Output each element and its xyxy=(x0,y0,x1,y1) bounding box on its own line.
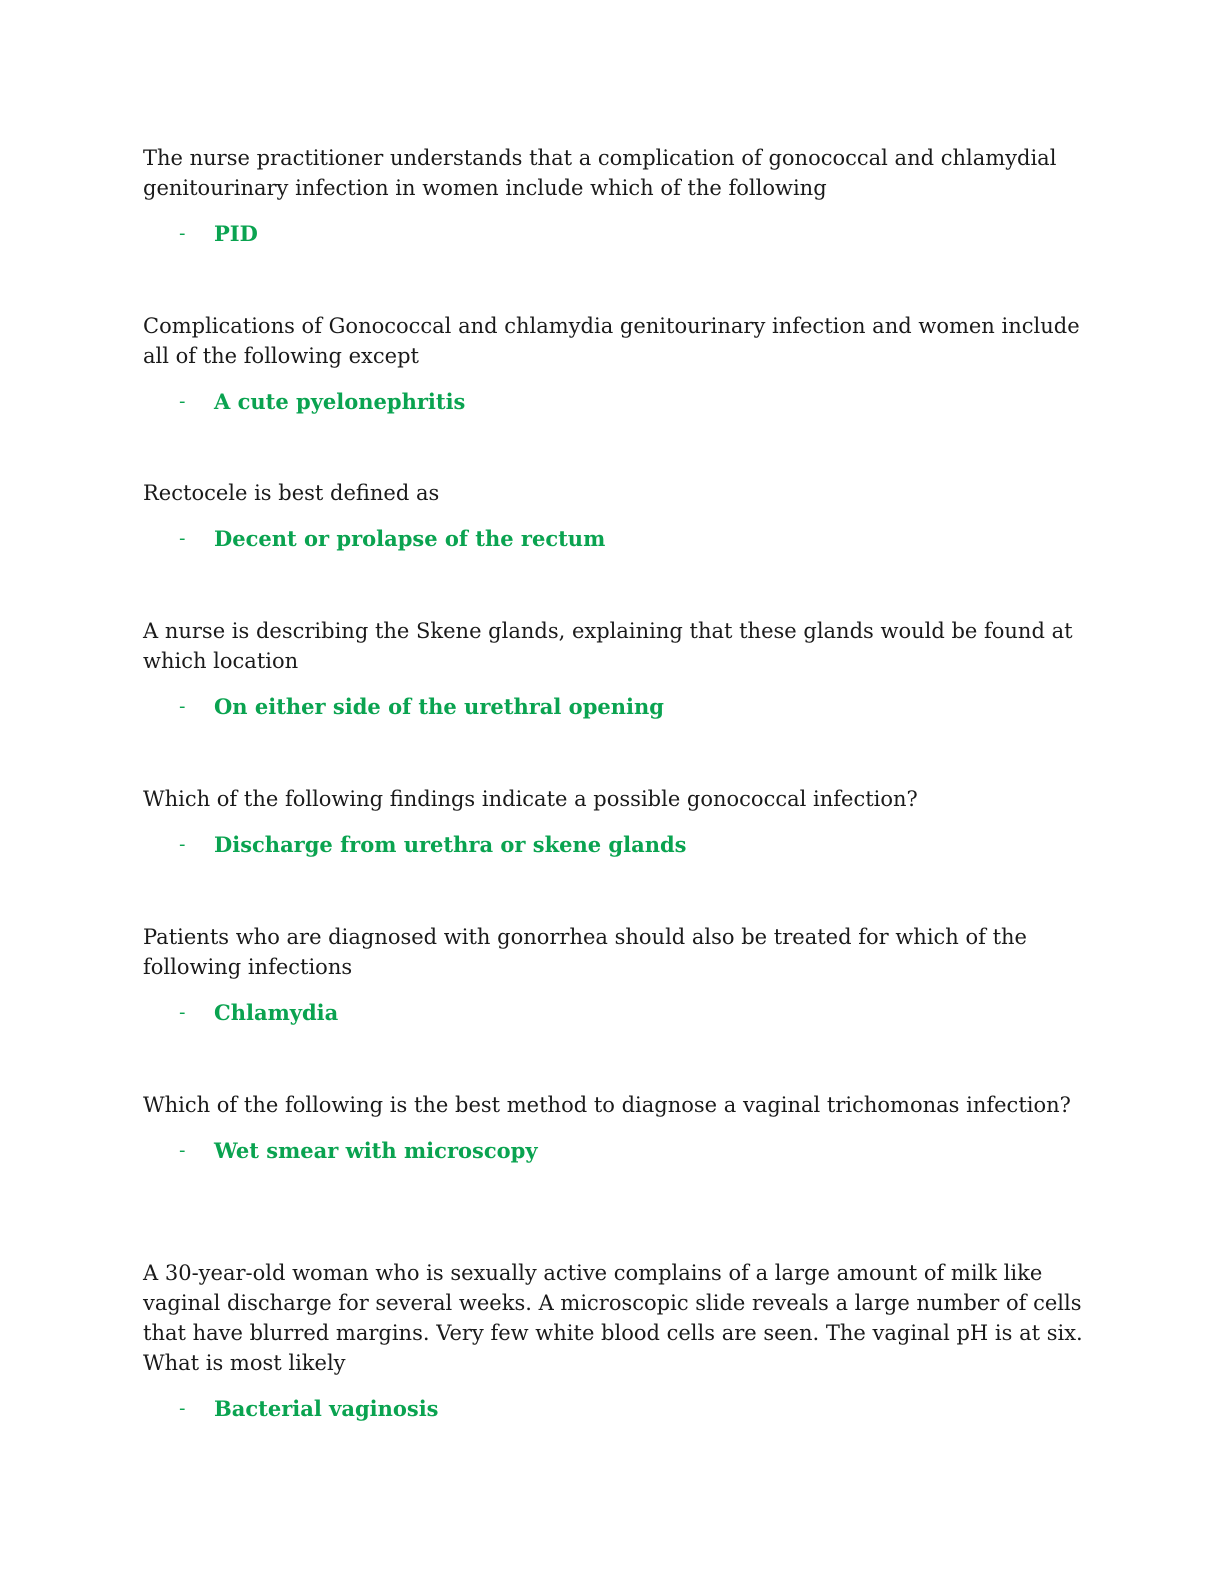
answer-text: A cute pyelonephritis xyxy=(214,389,466,414)
answer-item xyxy=(143,387,1083,417)
qa-item-5 xyxy=(143,784,1083,860)
qa-item-6 xyxy=(143,922,1083,1028)
answer-text: Discharge from urethra or skene glands xyxy=(214,832,687,857)
answer-item xyxy=(143,692,1083,722)
answer-text: On either side of the urethral opening xyxy=(214,694,664,719)
answer-item xyxy=(143,998,1083,1028)
answer-item xyxy=(143,1136,1083,1166)
dash-bullet: - xyxy=(179,223,186,244)
question-text: Complications of Gonococcal and chlamydia genitourinary infection and women include all of the following except xyxy=(143,314,1080,368)
dash-bullet: - xyxy=(179,1140,186,1161)
answer-text: Decent or prolapse of the rectum xyxy=(214,526,606,551)
answer-text: Bacterial vaginosis xyxy=(214,1396,439,1421)
dash-bullet: - xyxy=(179,834,186,855)
dash-bullet: - xyxy=(179,391,186,412)
qa-item-1 xyxy=(143,143,1083,249)
question-text: The nurse practitioner understands that a complication of gonococcal and chlamydial genitourinary infection in women include which of the following xyxy=(143,146,1057,200)
qa-item-4 xyxy=(143,616,1083,722)
answer-text: PID xyxy=(214,221,258,246)
question-text: Which of the following findings indicate a possible gonococcal infection? xyxy=(143,787,918,811)
qa-item-8 xyxy=(143,1258,1083,1424)
dash-bullet: - xyxy=(179,528,186,549)
answer-text: Wet smear with microscopy xyxy=(214,1138,538,1163)
dash-bullet: - xyxy=(179,1002,186,1023)
qa-item-7 xyxy=(143,1090,1083,1166)
answer-item xyxy=(143,1394,1083,1424)
answer-item xyxy=(143,219,1083,249)
question-text: Which of the following is the best method to diagnose a vaginal trichomonas infection? xyxy=(143,1093,1071,1117)
answer-text: Chlamydia xyxy=(214,1000,339,1025)
question-text: Patients who are diagnosed with gonorrhea should also be treated for which of the following infections xyxy=(143,925,1027,979)
qa-item-2 xyxy=(143,311,1083,417)
qa-item-3 xyxy=(143,478,1083,554)
question-text: A nurse is describing the Skene glands, explaining that these glands would be found at which location xyxy=(143,619,1073,673)
question-text: Rectocele is best defined as xyxy=(143,481,440,505)
answer-item xyxy=(143,830,1083,860)
dash-bullet: - xyxy=(179,1398,186,1419)
dash-bullet: - xyxy=(179,696,186,717)
question-text: A 30-year-old woman who is sexually active complains of a large amount of milk like vaginal discharge for several weeks. A microscopic slide reveals a large number of cells that have blurred margins. Very few white blood cells are seen. The vaginal pH is at six. What is most likely xyxy=(143,1261,1083,1375)
answer-item xyxy=(143,524,1083,554)
